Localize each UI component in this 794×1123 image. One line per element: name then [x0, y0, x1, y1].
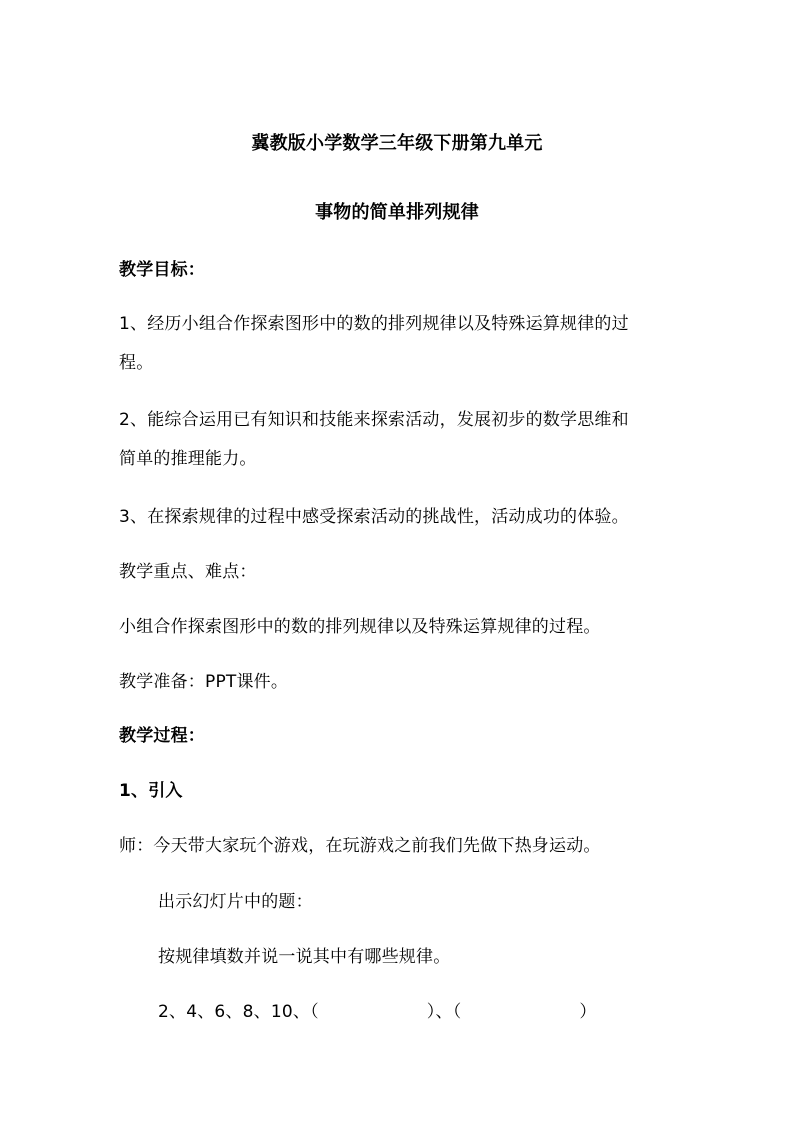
objective-1-line-1: 1、经历小组合作探索图形中的数的排列规律以及特殊运算规律的过	[119, 314, 629, 334]
key-points-text: 小组合作探索图形中的数的排列规律以及特殊运算规律的过程。	[119, 617, 601, 637]
instruction: 按规律填数并说一说其中有哪些规律。	[158, 947, 451, 967]
document-subtitle: 事物的简单排列规律	[315, 202, 479, 223]
sequence-suffix: ）	[579, 1002, 597, 1022]
sequence-prefix: 2、4、6、8、10、（	[158, 1002, 319, 1022]
sequence-middle: ）、（	[426, 1002, 462, 1022]
teacher-line: 师：今天带大家玩个游戏，在玩游戏之前我们先做下热身运动。	[119, 836, 601, 856]
document-title: 冀教版小学数学三年级下册第九单元	[251, 133, 543, 154]
slide-intro: 出示幻灯片中的题：	[158, 892, 313, 912]
objective-2-line-1: 2、能综合运用已有知识和技能来探索活动，发展初步的数学思维和	[119, 410, 629, 430]
teaching-preparation: 教学准备：PPT课件。	[119, 672, 289, 692]
process-heading: 教学过程：	[119, 726, 205, 746]
objective-1-line-2: 程。	[119, 353, 154, 373]
objectives-heading: 教学目标：	[119, 260, 205, 280]
objective-2-line-2: 简单的推理能力。	[119, 449, 257, 469]
sequence-exercise	[158, 1000, 597, 1024]
key-points-heading: 教学重点、难点：	[119, 562, 257, 582]
objective-3: 3、在探索规律的过程中感受探索活动的挑战性，活动成功的体验。	[119, 507, 629, 527]
section-1-heading: 1、引入	[119, 781, 183, 801]
